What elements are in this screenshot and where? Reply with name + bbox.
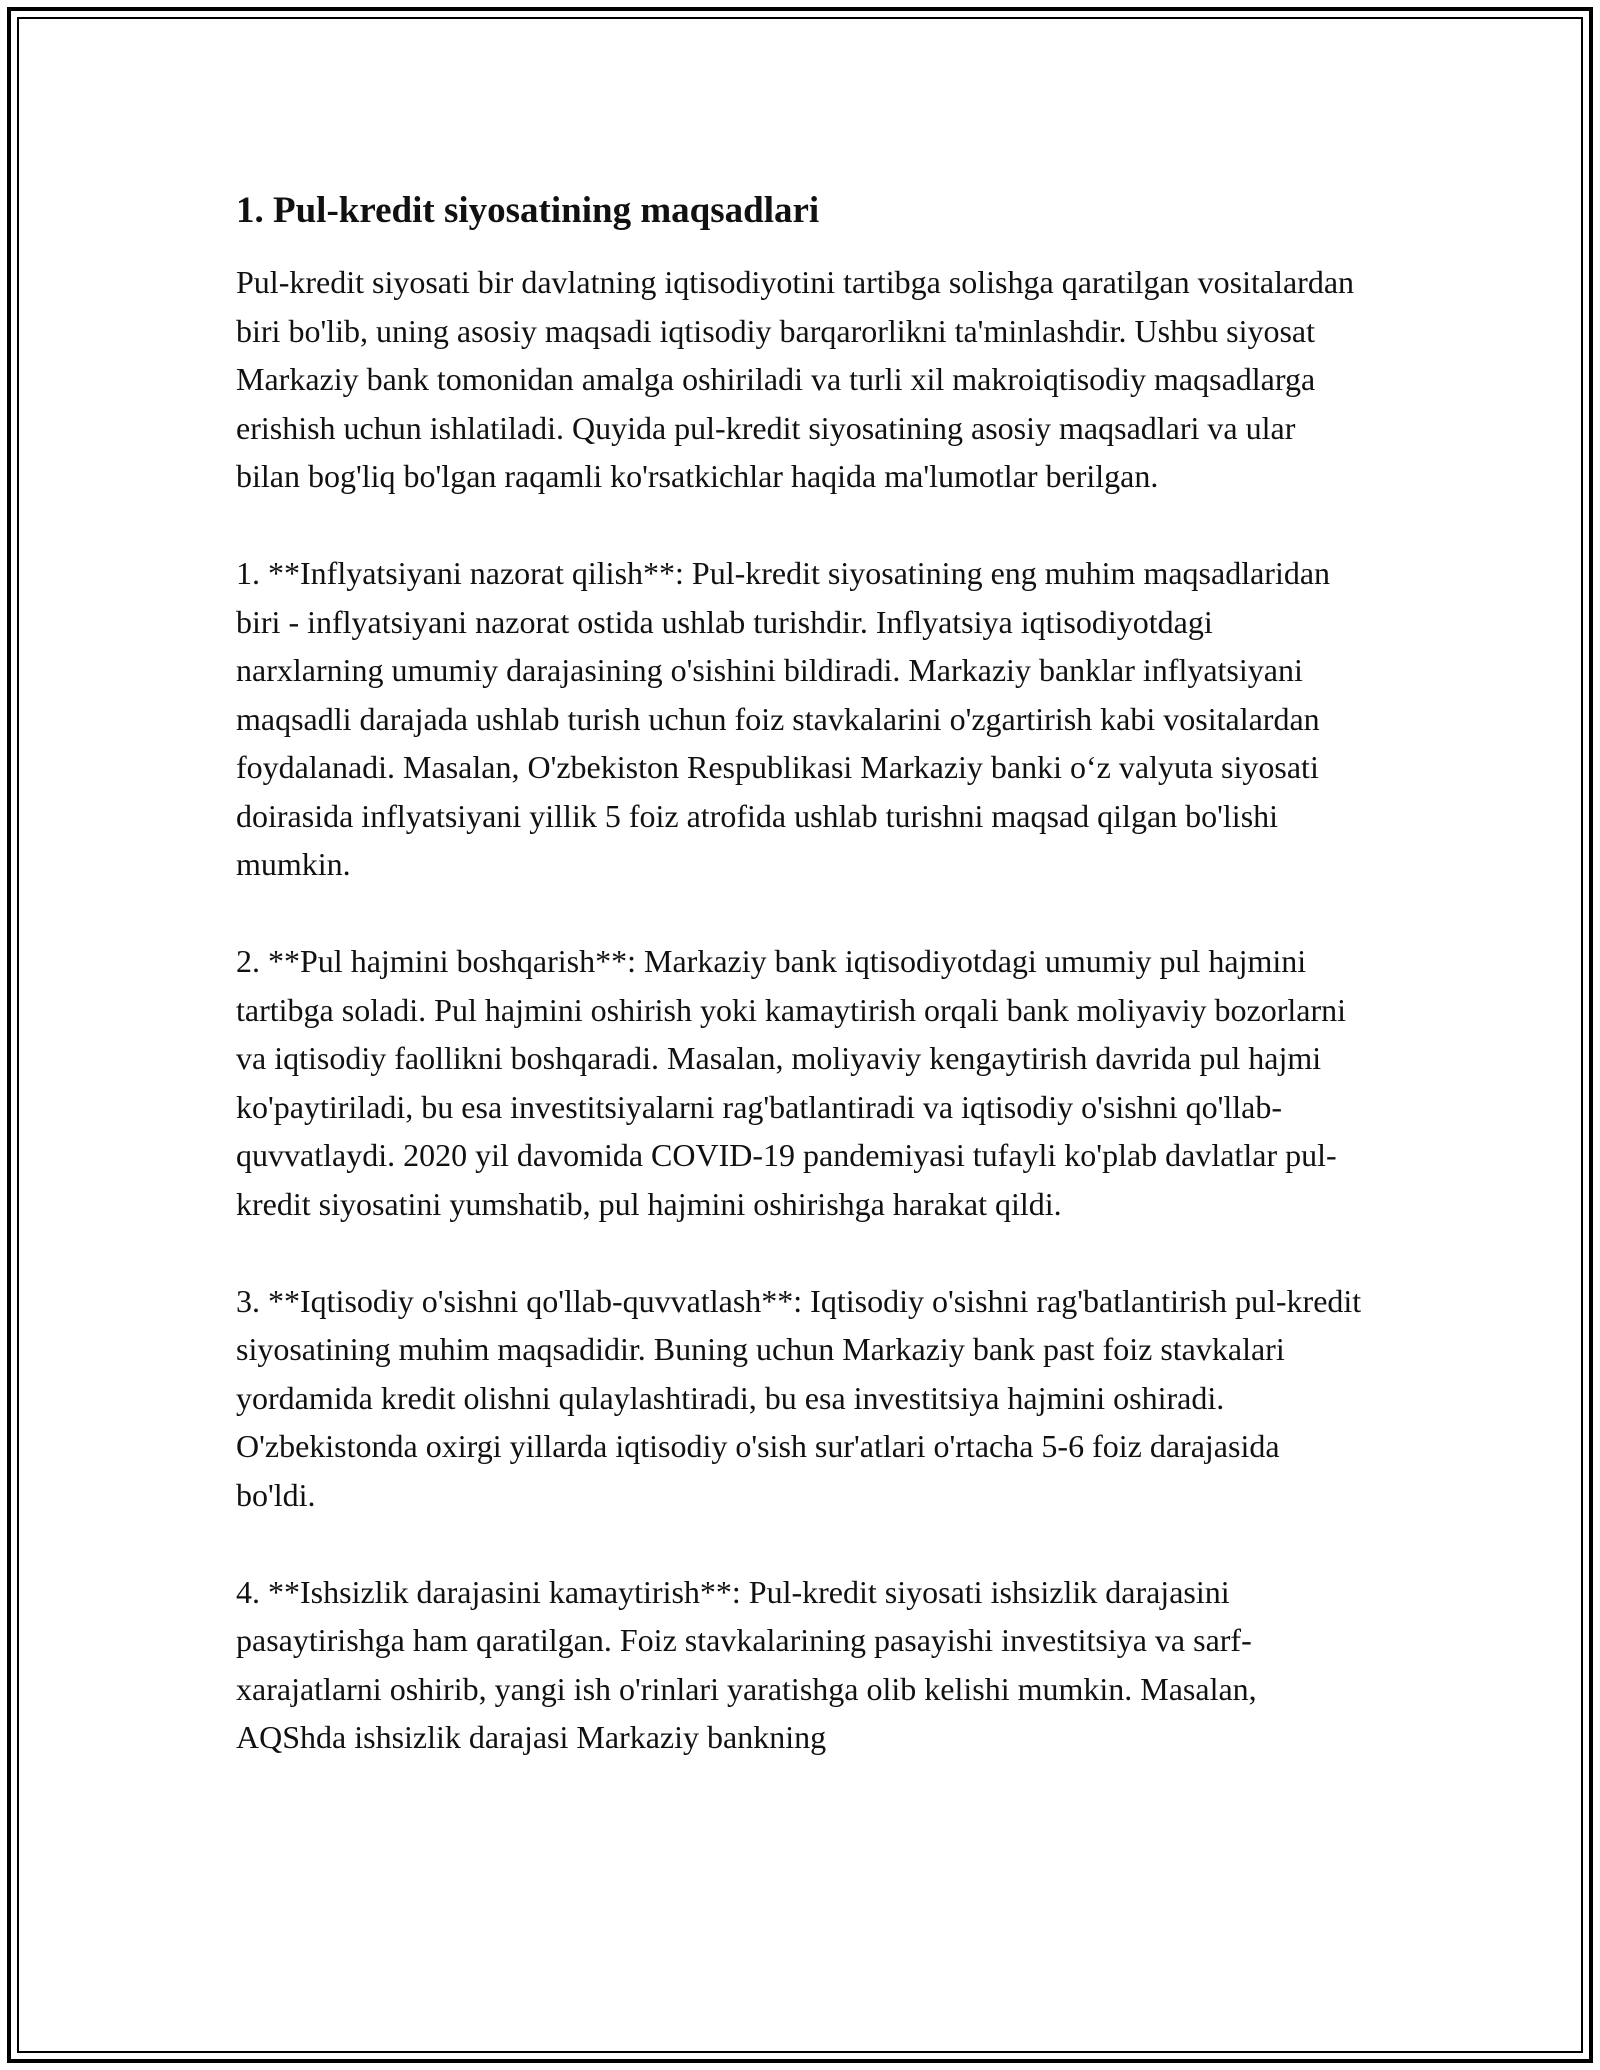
- document-title: 1. Pul-kredit siyosatining maqsadlari: [236, 190, 820, 231]
- paragraph-inflation-control: 1. **Inflyatsiyani nazorat qilish**: Pul-kredit siyosatining eng muhim maqsadlaridan biri - inflyatsiyani nazorat ostida ushlab turishdir. Inflyatsiya iqtisodiyotdagi narxlarning umumiy darajasining o'sishini bildiradi. Markaziy banklar inflyatsiyani maqsadli darajada ushlab turish uchun foiz stavkalarini o'zgartirish kabi vositalardan foydalanadi. Masalan, O'zbekiston Respublikasi Markaziy banki o‘z valyuta siyosati doirasida inflyatsiyani yillik 5 foiz atrofida ushlab turishni maqsad qilgan bo'lishi mumkin.: [236, 555, 1331, 882]
- intro-paragraph: Pul-kredit siyosati bir davlatning iqtisodiyotini tartibga solishga qaratilgan vositalardan biri bo'lib, uning asosiy maqsadi iqtisodiy barqarorlikni ta'minlashdir. Ushbu siyosat Markaziy bank tomonidan amalga oshiriladi va turli xil makroiqtisodiy maqsadlarga erishish uchun ishlatiladi. Quyida pul-kredit siyosatining asosiy maqsadlari va ular bilan bog'liq bo'lgan raqamli ko'rsatkichlar haqida ma'lumotlar berilgan.: [236, 264, 1355, 494]
- paragraph-money-supply: 2. **Pul hajmini boshqarish**: Markaziy bank iqtisodiyotdagi umumiy pul hajmini tartibga soladi. Pul hajmini oshirish yoki kamaytirish orqali bank moliyaviy bozorlarni va iqtisodiy faollikni boshqaradi. Masalan, moliyaviy kengaytirish davrida pul hajmi ko'paytiriladi, bu esa investitsiyalarni rag'batlantiradi va iqtisodiy o'sishni qo'llab-quvvatlaydi. 2020 yil davomida COVID-19 pandemiyasi tufayli ko'plab davlatlar pul-kredit siyosatini yumshatib, pul hajmini oshirishga harakat qildi.: [236, 943, 1347, 1222]
- document-body: [236, 186, 1366, 1810]
- paragraph-economic-growth: 3. **Iqtisodiy o'sishni qo'llab-quvvatlash**: Iqtisodiy o'sishni rag'batlantirish pul-kredit siyosatining muhim maqsadidir. Buning uchun Markaziy bank past foiz stavkalari yordamida kredit olishni qulaylashtiradi, bu esa investitsiya hajmini oshiradi. O'zbekistonda oxirgi yillarda iqtisodiy o'sish sur'atlari o'rtacha 5-6 foiz darajasida bo'ldi.: [236, 1282, 1362, 1513]
- paragraph-unemployment: 4. **Ishsizlik darajasini kamaytirish**: Pul-kredit siyosati ishsizlik darajasini pasaytirishga ham qaratilgan. Foiz stavkalarining pasayishi investitsiya va sarf-xarajatlarni oshirib, yangi ish o'rinlari yaratishga olib kelishi mumkin. Masalan, AQShda ishsizlik darajasi Markaziy bankning: [236, 1573, 1257, 1755]
